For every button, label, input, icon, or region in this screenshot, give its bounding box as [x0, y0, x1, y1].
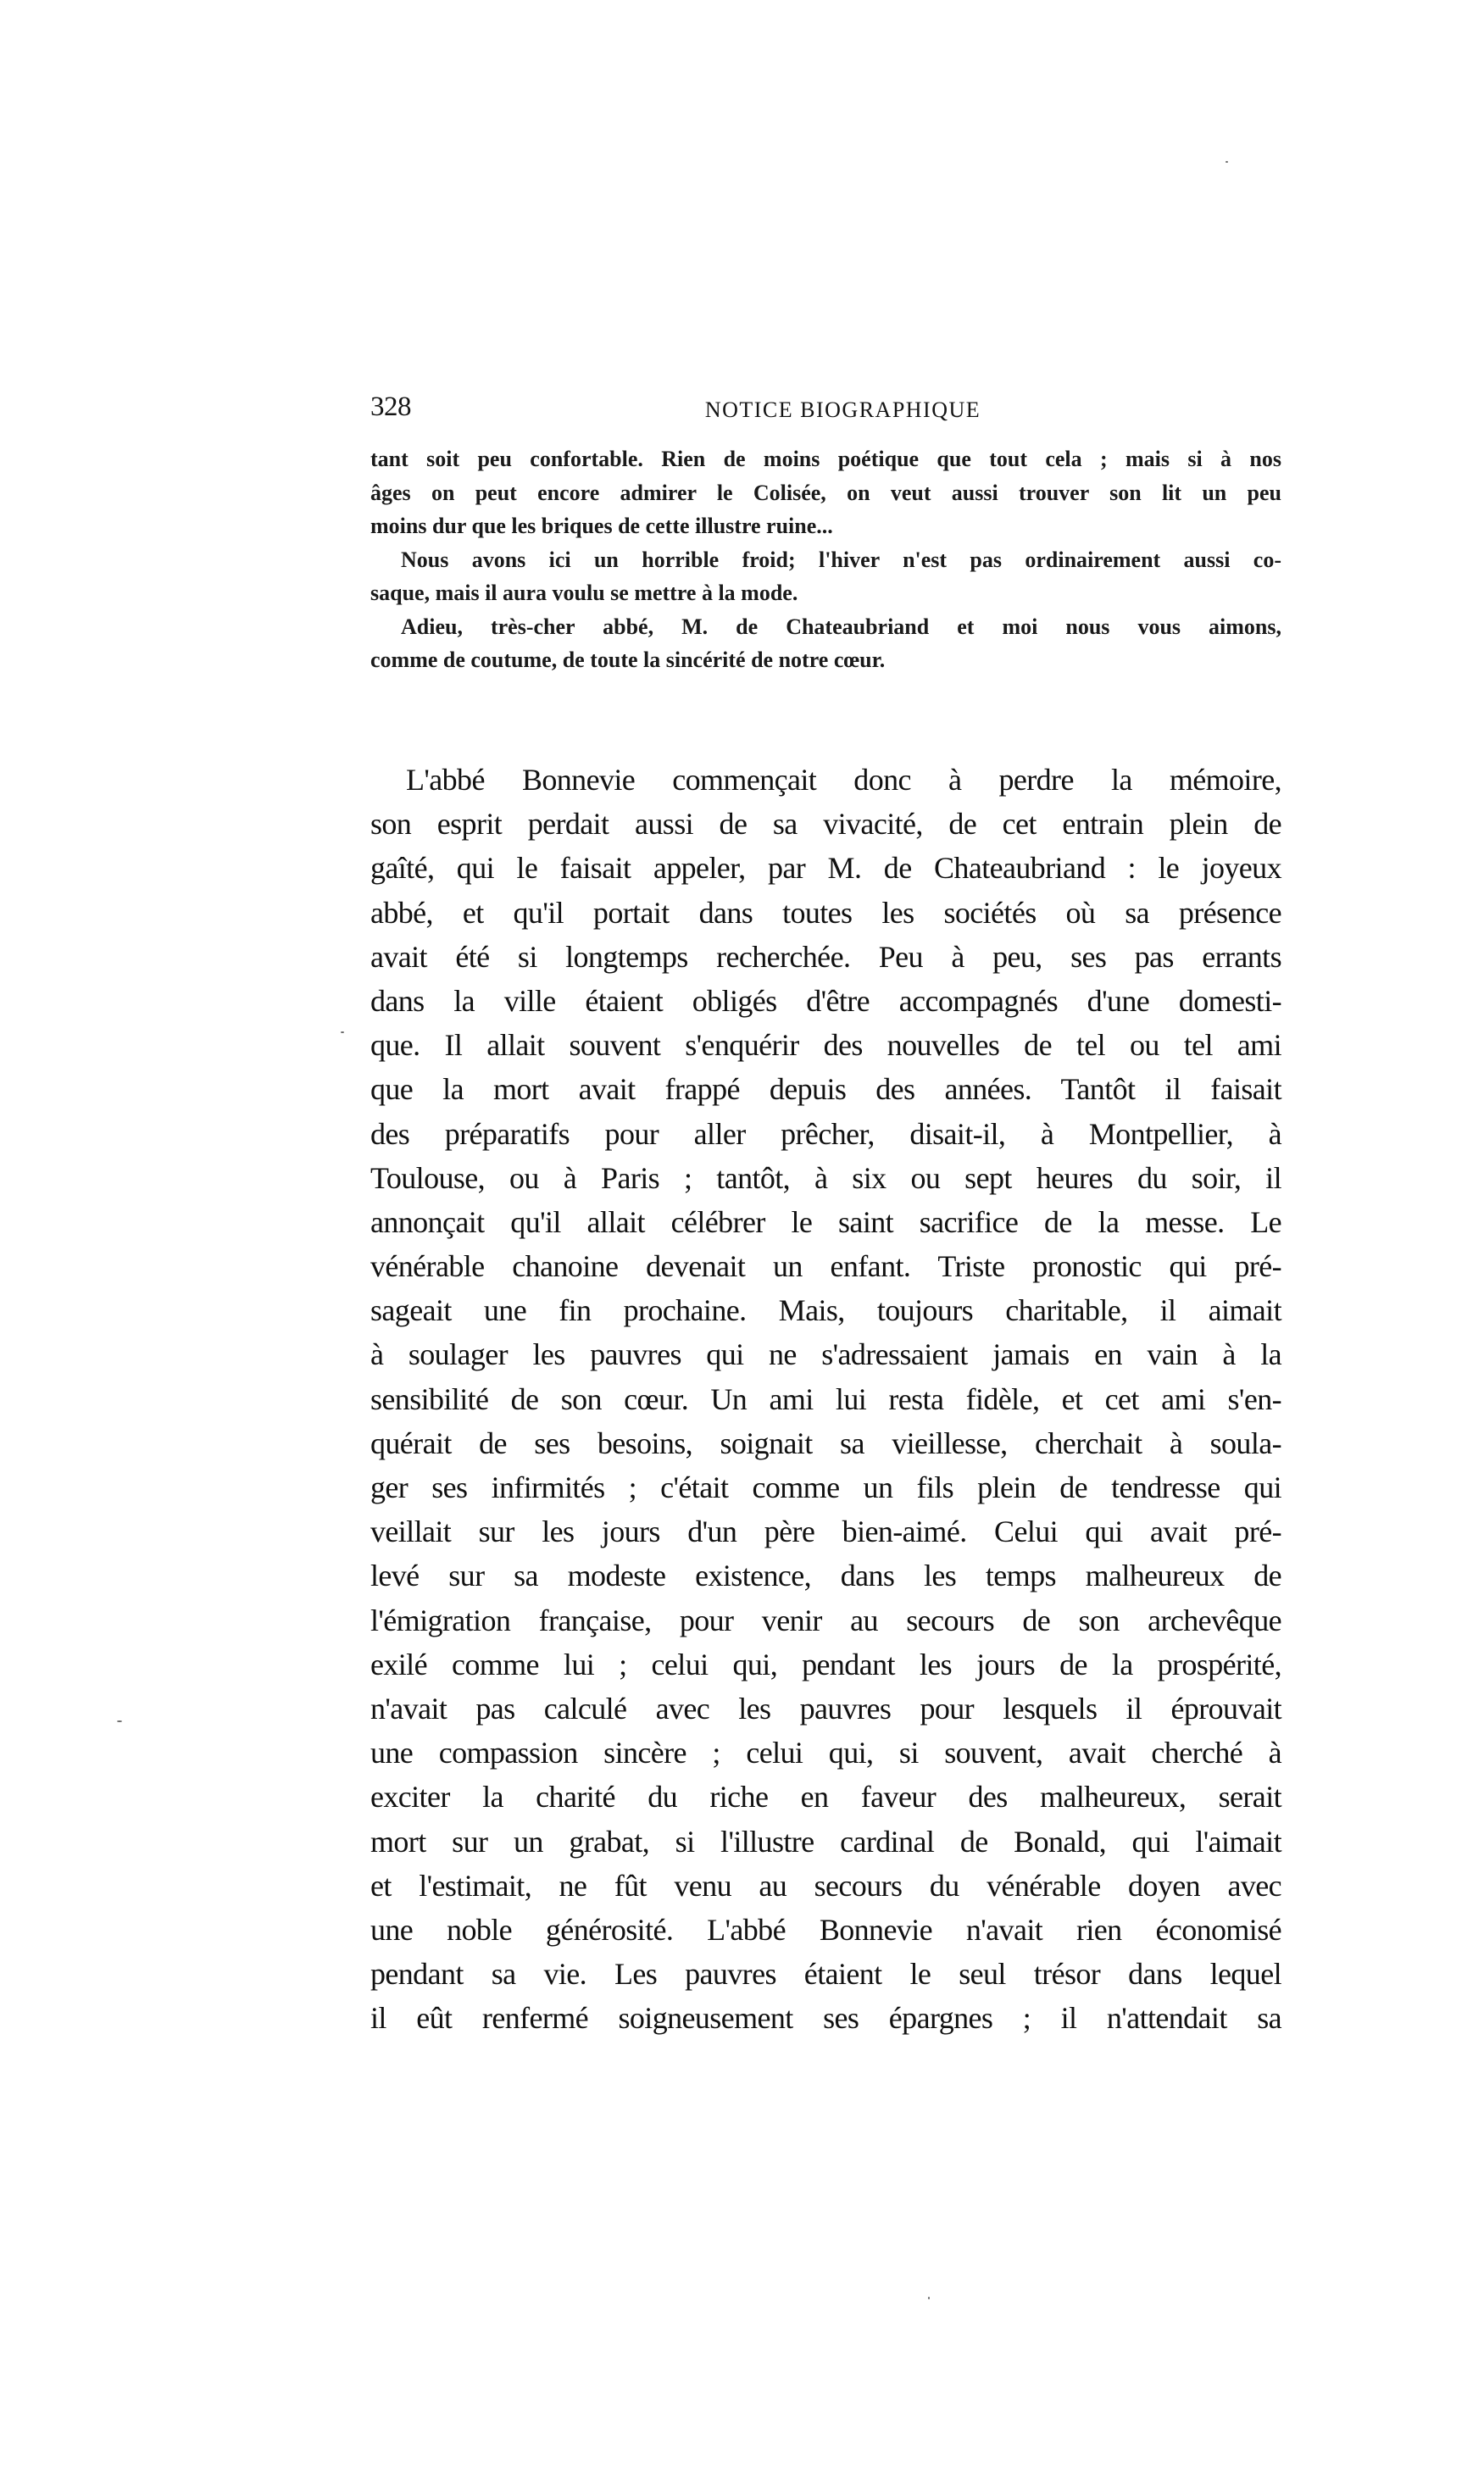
text-line: exilé comme lui ; celui qui, pendant les jours de la prospérité,: [370, 1647, 1281, 1681]
text-line: ger ses infirmités ; c'était comme un fils plein de tendresse qui: [370, 1470, 1281, 1504]
text-line: abbé, et qu'il portait dans toutes les sociétés où sa présence: [370, 895, 1281, 930]
scan-speck: [1226, 161, 1228, 163]
text-line: pendant sa vie. Les pauvres étaient le seul trésor dans lequel: [370, 1957, 1281, 1992]
text-line: dans la ville étaient obligés d'être accompagnés d'une domesti-: [370, 983, 1281, 1018]
text-line: une noble générosité. L'abbé Bonnevie n'avait rien économisé: [370, 1912, 1281, 1947]
text-line: quérait de ses besoins, soignait sa vieillesse, cherchait à soula-: [370, 1426, 1281, 1460]
letter-line: saque, mais il aura voulu se mettre à la mode.: [370, 581, 798, 605]
text-line: et l'estimait, ne fût venu au secours du vénérable doyen avec: [370, 1868, 1281, 1903]
letter-line: moins dur que les briques de cette illustre ruine...: [370, 514, 833, 538]
text-line: à soulager les pauvres qui ne s'adressaient jamais en vain à la: [370, 1337, 1281, 1372]
scan-speck: [341, 1031, 344, 1033]
text-line: veillait sur les jours d'un père bien-aimé. Celui qui avait pré-: [370, 1515, 1281, 1549]
running-title: NOTICE BIOGRAPHIQUE: [704, 397, 981, 422]
letter-line: tant soit peu confortable. Rien de moins poétique que tout cela ; mais si à nos: [370, 447, 1281, 471]
letter-excerpt: [370, 442, 1281, 677]
scan-speck: [928, 2297, 930, 2299]
text-line: sensibilité de son cœur. Un ami lui resta fidèle, et cet ami s'en-: [370, 1381, 1281, 1416]
text-line: annonçait qu'il allait célébrer le saint sacrifice de la messe. Le: [370, 1204, 1281, 1239]
letter-line: comme de coutume, de toute la sincérité de notre cœur.: [370, 648, 886, 672]
text-line: l'émigration française, pour venir au secours de son archevêque: [370, 1603, 1281, 1637]
text-line: une compassion sincère ; celui qui, si souvent, avait cherché à: [370, 1736, 1281, 1770]
text-line: vénérable chanoine devenait un enfant. Triste pronostic qui pré-: [370, 1249, 1281, 1284]
letter-line: Nous avons ici un horrible froid; l'hiver n'est pas ordinairement aussi co-: [401, 547, 1281, 572]
text-line: que la mort avait frappé depuis des années. Tantôt il faisait: [370, 1072, 1281, 1107]
text-line: Toulouse, ou à Paris ; tantôt, à six ou sept heures du soir, il: [370, 1160, 1281, 1195]
text-line: levé sur sa modeste existence, dans les temps malheureux de: [370, 1559, 1281, 1593]
page-number: 328: [370, 392, 411, 422]
letter-line: âges on peut encore admirer le Colisée, on veut aussi trouver son lit un peu: [370, 480, 1281, 505]
text-line: gaîté, qui le faisait appeler, par M. de Chateaubriand : le joyeux: [370, 851, 1281, 886]
text-line: n'avait pas calculé avec les pauvres pour lesquels il éprouvait: [370, 1691, 1281, 1726]
text-line: sageait une fin prochaine. Mais, toujours charitable, il aimait: [370, 1293, 1281, 1328]
text-line: son esprit perdait aussi de sa vivacité, de cet entrain plein de: [370, 807, 1281, 842]
text-line: il eût renfermé soigneusement ses épargnes ; il n'attendait sa: [370, 2001, 1281, 2036]
text-line: exciter la charité du riche en faveur des malheureux, serait: [370, 1780, 1281, 1815]
text-line: L'abbé Bonnevie commençait donc à perdre la mémoire,: [406, 763, 1281, 797]
text-line: que. Il allait souvent s'enquérir des nouvelles de tel ou tel ami: [370, 1028, 1281, 1063]
text-line: des préparatifs pour aller prêcher, disait-il, à Montpellier, à: [370, 1116, 1281, 1151]
letter-line: Adieu, très-cher abbé, M. de Chateaubriand et moi nous vous aimons,: [401, 614, 1281, 639]
text-line: mort sur un grabat, si l'illustre cardinal de Bonald, qui l'aimait: [370, 1824, 1281, 1859]
running-head: [370, 386, 1281, 428]
scan-speck: [117, 1720, 122, 1722]
main-paragraph: [370, 758, 1281, 2040]
text-line: avait été si longtemps recherchée. Peu à peu, ses pas errants: [370, 939, 1281, 974]
